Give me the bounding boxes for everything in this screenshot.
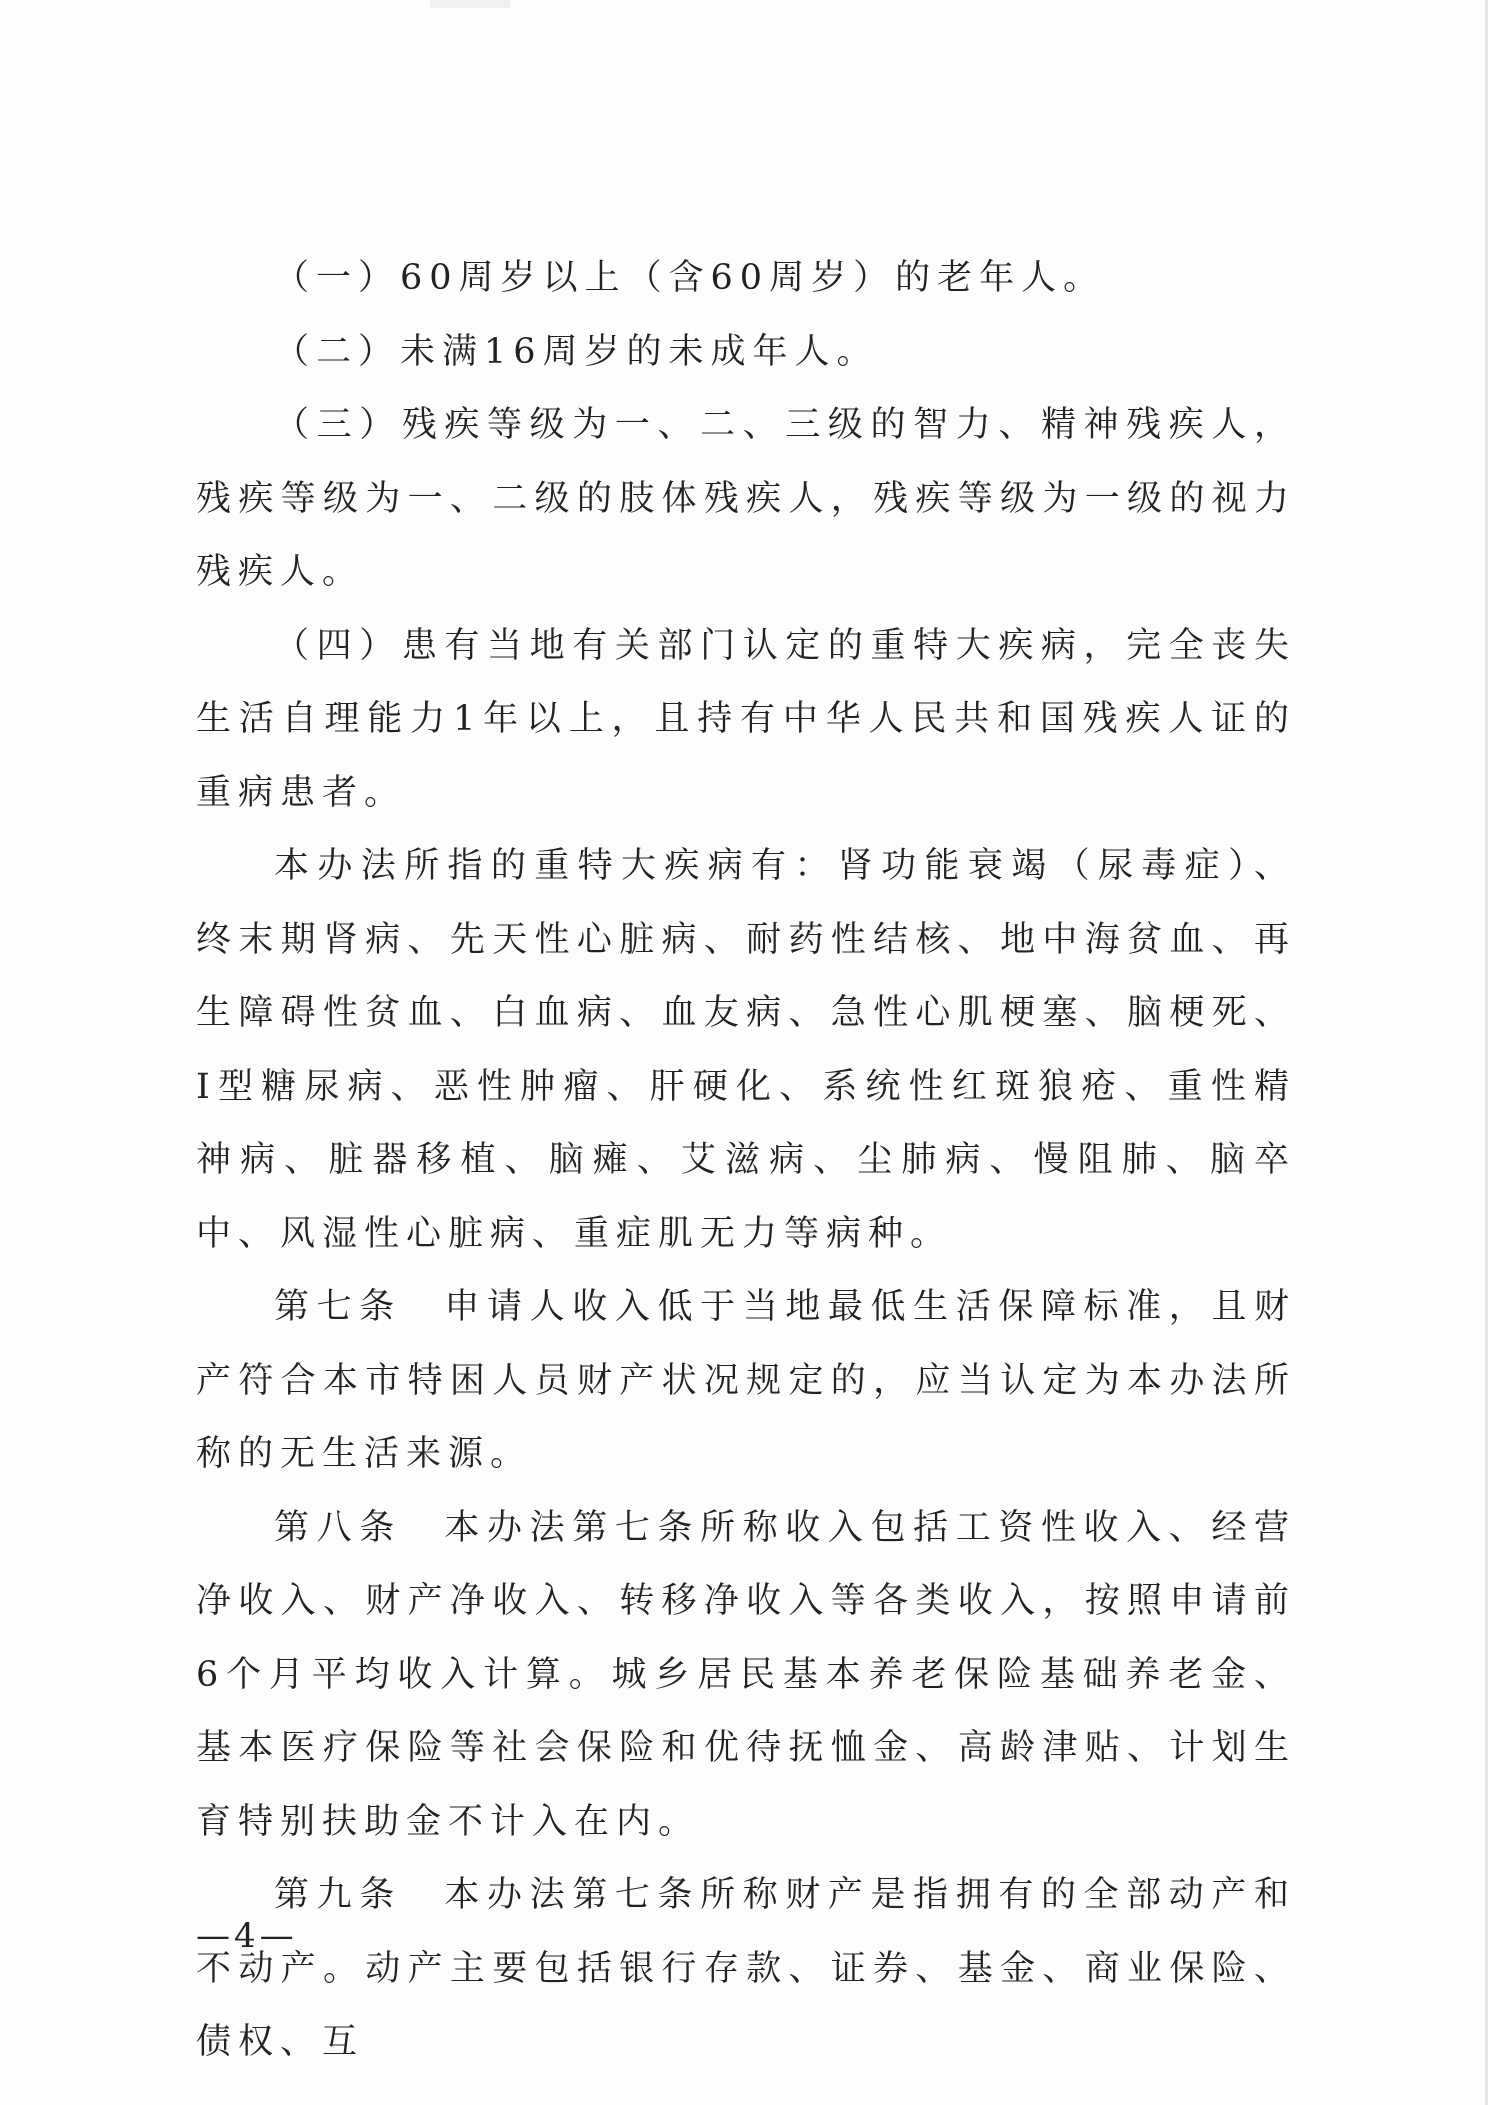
article-9: 第九条 本办法第七条所称财产是指拥有的全部动产和不动产。动产主要包括银行存款、证券、基金、商业保险、债权、互 (196, 1875, 1296, 2062)
document-body (196, 242, 1296, 2080)
paragraph-item-4: （四）患有当地有关部门认定的重特大疾病，完全丧失生活自理能力1年以上，且持有中华人民共和国残疾人证的重病患者。 (196, 625, 1296, 813)
scan-mark (430, 0, 510, 8)
article-7: 第七条 申请人收入低于当地最低生活保障标准，且财产符合本市特困人员财产状况规定的，应当认定为本办法所称的无生活来源。 (196, 1287, 1296, 1474)
paragraph-item-1: （一）60周岁以上（含60周岁）的老年人。 (274, 258, 1106, 298)
paragraph-disease-list: 本办法所指的重特大疾病有：肾功能衰竭（尿毒症）、终末期肾病、先天性心脏病、耐药性结核、地中海贫血、再生障碍性贫血、白血病、血友病、急性心肌梗塞、脑梗死、I型糖尿病、恶性肿瘤、肝硬化、系统性红斑狼疮、重性精神病、脏器移植、脑瘫、艾滋病、尘肺病、慢阻肺、脑卒中、风湿性心脏病、重症肌无力等病种。 (196, 846, 1296, 1254)
paragraph-item-2: （二）未满16周岁的未成年人。 (274, 331, 879, 372)
page-number: —4— (196, 1916, 298, 1956)
article-8: 第八条 本办法第七条所称收入包括工资性收入、经营净收入、财产净收入、转移净收入等各类收入，按照申请前6个月平均收入计算。城乡居民基本养老保险基础养老金、基本医疗保险等社会保险和优待抚恤金、高龄津贴、计划生育特别扶助金不计入在内。 (196, 1507, 1296, 1842)
paragraph-item-3: （三）残疾等级为一、二、三级的智力、精神残疾人，残疾等级为一、二级的肢体残疾人，残疾等级为一级的视力残疾人。 (196, 405, 1296, 592)
